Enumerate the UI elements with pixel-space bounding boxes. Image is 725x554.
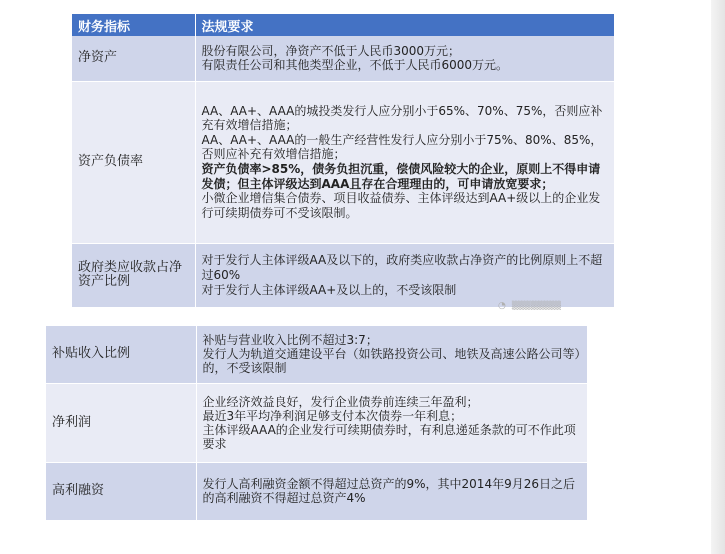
content-line: 主体评级AAA的企业发行可续期债券时，有利息递延条款的可不作此项要求 xyxy=(202,422,576,451)
row-label: 净资产 xyxy=(72,36,195,81)
header-requirement: 法规要求 xyxy=(195,14,614,36)
content-line: 有限责任公司和其他类型企业，不低于人民币6000万元。 xyxy=(201,58,509,73)
table-row xyxy=(72,243,614,307)
table-row xyxy=(72,36,614,81)
row-content xyxy=(195,36,614,81)
watermark: ◔ ▒▒▒▒▒▒▒▒ xyxy=(498,301,562,311)
row-label: 净利润 xyxy=(46,383,196,462)
content-line: 股份有限公司，净资产不低于人民币3000万元； xyxy=(201,43,461,58)
content-line: 发行人高利融资金额不得超过总资产的9%，其中2014年9月26日之后的高利融资不得超过总资产4% xyxy=(202,477,575,506)
row-content xyxy=(196,462,587,520)
row-content xyxy=(196,326,587,383)
row-label: 补贴收入比例 xyxy=(46,326,196,383)
row-content xyxy=(195,81,614,243)
row-content xyxy=(196,383,587,462)
content-line: 最近3年平均净利润足够支付本次债券一年利息； xyxy=(202,408,463,423)
row-content xyxy=(195,243,614,307)
watermark-icon: ◔ xyxy=(498,301,506,311)
header-indicator: 财务指标 xyxy=(72,14,195,36)
row-label: 资产负债率 xyxy=(72,81,195,243)
content-line: 补贴与营业收入比例不超过3:7； xyxy=(202,333,378,348)
table-row xyxy=(46,326,587,383)
table-row xyxy=(46,462,587,520)
content-line: 小微企业增信集合债券、项目收益债券、主体评级达到AA+级以上的企业发行可续期债券可不受该限制。 xyxy=(201,191,601,220)
content-line: 对于发行人主体评级AA+及以上的，不受该限制 xyxy=(201,282,457,297)
row-label: 政府类应收款占净资产比例 xyxy=(72,243,195,307)
table-header-row xyxy=(72,14,614,36)
content-line: 企业经济效益良好，发行企业债券前连续三年盈利； xyxy=(202,394,479,409)
content-line: 发行人为轨道交通建设平台（如铁路投资公司、地铁及高速公路公司等）的，不受该限制 xyxy=(202,347,581,376)
content-line-bold: 资产负债率>85%，债务负担沉重，偿债风险较大的企业，原则上不得申请发债；但主体评级达到AAA且存在合理理由的，可申请放宽要求； xyxy=(201,162,601,191)
row-label: 高利融资 xyxy=(46,462,196,520)
scrollbar-track xyxy=(711,0,725,554)
financial-requirements-table xyxy=(72,14,614,307)
table-row xyxy=(72,81,614,243)
content-line: AA、AA+、AAA的城投类发行人应分别小于65%、70%、75%，否则应补充有效增信措施； xyxy=(201,103,603,133)
financial-requirements-table-continued xyxy=(46,326,587,520)
content-line: AA、AA+、AAA的一般生产经营性发行人应分别小于75%、80%、85%，否则应补充有效增信措施； xyxy=(201,132,603,162)
content-line: 对于发行人主体评级AA及以下的，政府类应收款占净资产的比例原则上不超过60% xyxy=(201,253,603,282)
table-row xyxy=(46,383,587,462)
